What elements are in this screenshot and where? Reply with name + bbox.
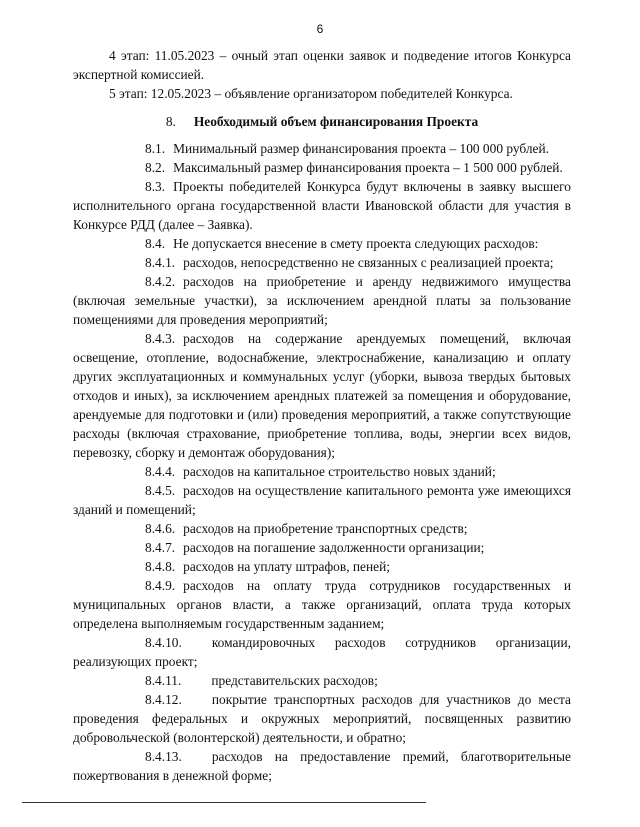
item-text: Не допускается внесение в смету проекта следующих расходов:: [173, 236, 539, 251]
list-item: [73, 690, 571, 747]
footer-divider: [22, 802, 426, 803]
list-item: [73, 158, 571, 177]
item-number: 8.4.10.: [145, 635, 182, 650]
intro-paragraph: 5 этап: 12.05.2023 – объявление организатором победителей Конкурса.: [109, 86, 513, 101]
list-item: [73, 462, 571, 481]
item-text: представительских расходов;: [211, 673, 378, 688]
list-item: [73, 519, 571, 538]
list-item: [73, 538, 571, 557]
item-text: расходов на оплату труда сотрудников государственных и муниципальных органов власти, а также организаций, оплата труда которых определена выполняемым государственным заданием;: [73, 578, 571, 631]
item-number: 8.4.8.: [145, 559, 176, 574]
item-number: 8.4.2.: [145, 274, 176, 289]
item-text: Минимальный размер финансирования проекта – 100 000 рублей.: [173, 141, 550, 156]
section-title: Необходимый объем финансирования Проекта: [193, 114, 479, 129]
section-heading: [73, 103, 571, 139]
item-text: расходов на осуществление капитального ремонта уже имеющихся зданий и помещений;: [73, 483, 571, 517]
item-text: покрытие транспортных расходов для участников до места проведения федеральных и окружных мероприятий, посвященных развитию добровольческой (волонтерской) деятельности, и обратно;: [73, 692, 571, 745]
item-number: 8.4.6.: [145, 521, 176, 536]
list-item: [73, 747, 571, 785]
item-text: расходов, непосредственно не связанных с реализацией проекта;: [183, 255, 554, 270]
document-body: [73, 46, 571, 785]
item-text: командировочных расходов сотрудников организации, реализующих проект;: [73, 635, 571, 669]
list-item: [73, 177, 571, 234]
item-number: 8.4.1.: [145, 255, 176, 270]
list-item: [73, 253, 571, 272]
item-text: Проекты победителей Конкурса будут включены в заявку высшего исполнительного органа государственной власти Ивановской области для участия в Конкурсе РДД (далее – Заявка).: [73, 179, 571, 232]
item-text: расходов на капитальное строительство новых зданий;: [183, 464, 496, 479]
item-number: 8.4.12.: [145, 692, 182, 707]
item-text: расходов на уплату штрафов, пеней;: [183, 559, 390, 574]
section-number: 8.: [165, 114, 176, 129]
item-text: расходов на приобретение транспортных средств;: [183, 521, 468, 536]
list-item: [73, 272, 571, 329]
item-number: 8.4.4.: [145, 464, 176, 479]
list-item: [73, 481, 571, 519]
list-item: [73, 139, 571, 158]
list-item: [73, 557, 571, 576]
list-item: [73, 576, 571, 633]
item-text: Максимальный размер финансирования проекта – 1 500 000 рублей.: [173, 160, 563, 175]
item-text: расходов на приобретение и аренду недвижимого имущества (включая земельные участки), за исключением арендной платы за пользование помещениями для проведения мероприятий;: [73, 274, 571, 327]
item-number: 8.4.: [145, 236, 166, 251]
item-text: расходов на погашение задолженности организации;: [183, 540, 485, 555]
item-text: расходов на содержание арендуемых помещений, включая освещение, отопление, водоснабжение, электроснабжение, канализацию и оплату других эксплуатационных и коммунальных услуг (уборки, вывоза твердых бытовых отходов и иных), за исключением арендных платежей за помещения и оборудование, арендуемые для подготовки и (или) проведения мероприятий, а также сопутствующие расходы (включая страхование, приобретение топлива, воды, энергии всех видов, перевозку, сборку и демонтаж оборудования);: [73, 331, 571, 460]
item-number: 8.4.5.: [145, 483, 176, 498]
item-number: 8.3.: [145, 179, 166, 194]
list-item: [73, 234, 571, 253]
item-number: 8.4.9.: [145, 578, 176, 593]
item-number: 8.4.7.: [145, 540, 176, 555]
list-item: [73, 329, 571, 462]
item-number: 8.1.: [145, 141, 166, 156]
page-number: 6: [316, 22, 324, 36]
intro-paragraph: 4 этап: 11.05.2023 – очный этап оценки заявок и подведение итогов Конкурса экспертной комиссией.: [73, 48, 571, 82]
item-number: 8.4.3.: [145, 331, 176, 346]
item-text: расходов на предоставление премий, благотворительные пожертвования в денежной форме;: [73, 749, 571, 783]
list-item: [73, 633, 571, 671]
list-item: [73, 671, 571, 690]
item-number: 8.4.13.: [145, 749, 182, 764]
item-number: 8.2.: [145, 160, 166, 175]
item-number: 8.4.11.: [145, 673, 182, 688]
